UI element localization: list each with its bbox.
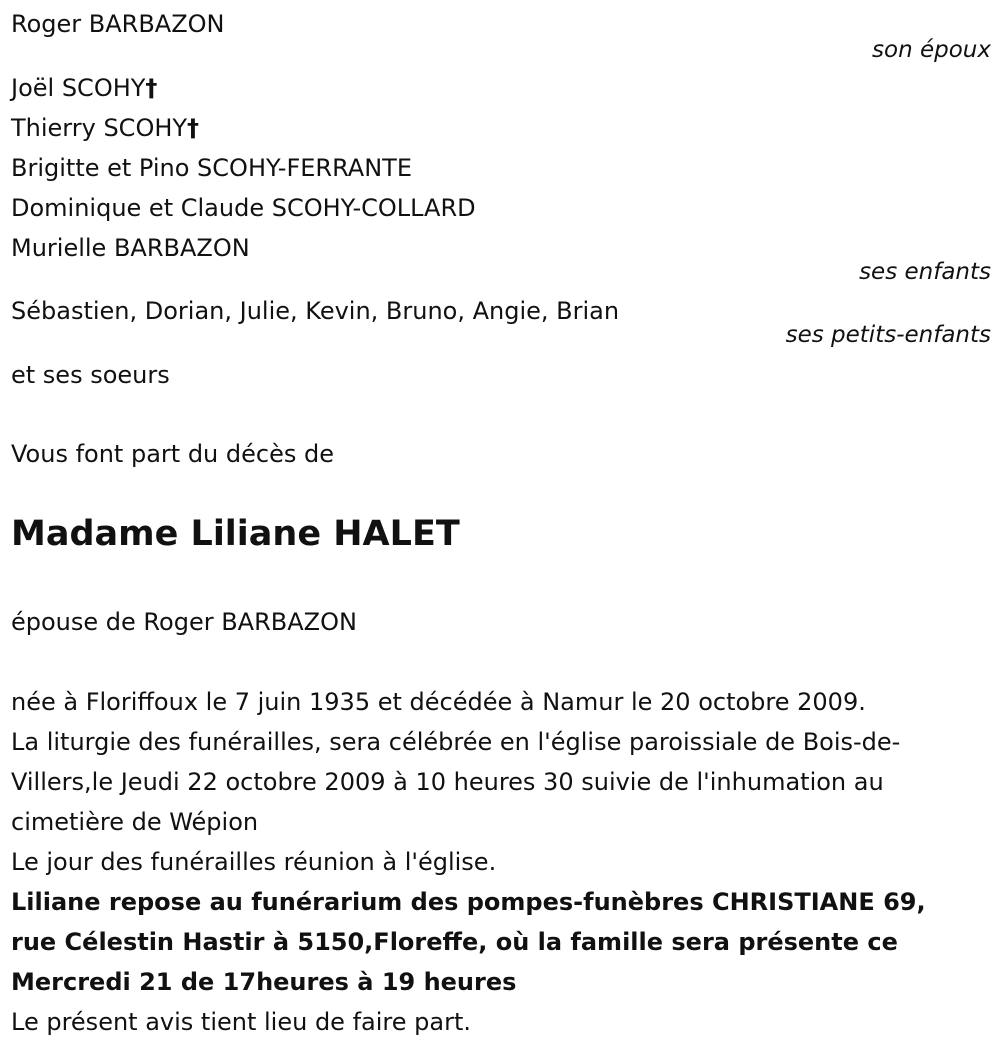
details-block xyxy=(11,682,991,1042)
details-funerarium-2: rue Célestin Hastir à 5150,Floreffe, où la famille sera présente ce xyxy=(11,928,898,956)
details-liturgy-1: La liturgie des funérailles, sera célébrée en l'église paroissiale de Bois-de- xyxy=(11,728,901,756)
grandchildren-names: Sébastien, Dorian, Julie, Kevin, Bruno, Angie, Brian xyxy=(11,297,620,325)
spouse-role: son époux xyxy=(872,37,991,63)
details-liturgy-3: cimetière de Wépion xyxy=(11,808,259,836)
details-funerarium-1: Liliane repose au funérarium des pompes-funèbres CHRISTIANE 69, xyxy=(11,888,926,916)
spouse-name: Roger BARBAZON xyxy=(11,10,225,38)
announce-line: Vous font part du décès de xyxy=(11,440,334,468)
child-1 xyxy=(11,68,157,108)
grandchildren-role: ses petits-enfants xyxy=(785,322,991,348)
deceased-name: Madame Liliane HALET xyxy=(11,514,460,554)
child-4: Dominique et Claude SCOHY-COLLARD xyxy=(11,194,476,222)
details-birth-death: née à Floriffoux le 7 juin 1935 et décédée à Namur le 20 octobre 2009. xyxy=(11,688,866,716)
cross-icon: † xyxy=(187,114,200,142)
sisters-line: et ses soeurs xyxy=(11,361,170,389)
child-5: Murielle BARBAZON xyxy=(11,234,250,262)
details-closing: Le présent avis tient lieu de faire part. xyxy=(11,1008,471,1036)
child-2 xyxy=(11,108,199,148)
child-3: Brigitte et Pino SCOHY-FERRANTE xyxy=(11,154,413,182)
child-2-name: Thierry SCOHY xyxy=(11,114,188,142)
cross-icon: † xyxy=(145,74,158,102)
details-reunion: Le jour des funérailles réunion à l'église. xyxy=(11,848,497,876)
details-liturgy-2: Villers,le Jeudi 22 octobre 2009 à 10 heures 30 suivie de l'inhumation au xyxy=(11,768,884,796)
details-funerarium-3: Mercredi 21 de 17heures à 19 heures xyxy=(11,968,517,996)
children-role: ses enfants xyxy=(859,259,991,285)
wife-of-line: épouse de Roger BARBAZON xyxy=(11,608,357,636)
child-1-name: Joël SCOHY xyxy=(11,74,146,102)
